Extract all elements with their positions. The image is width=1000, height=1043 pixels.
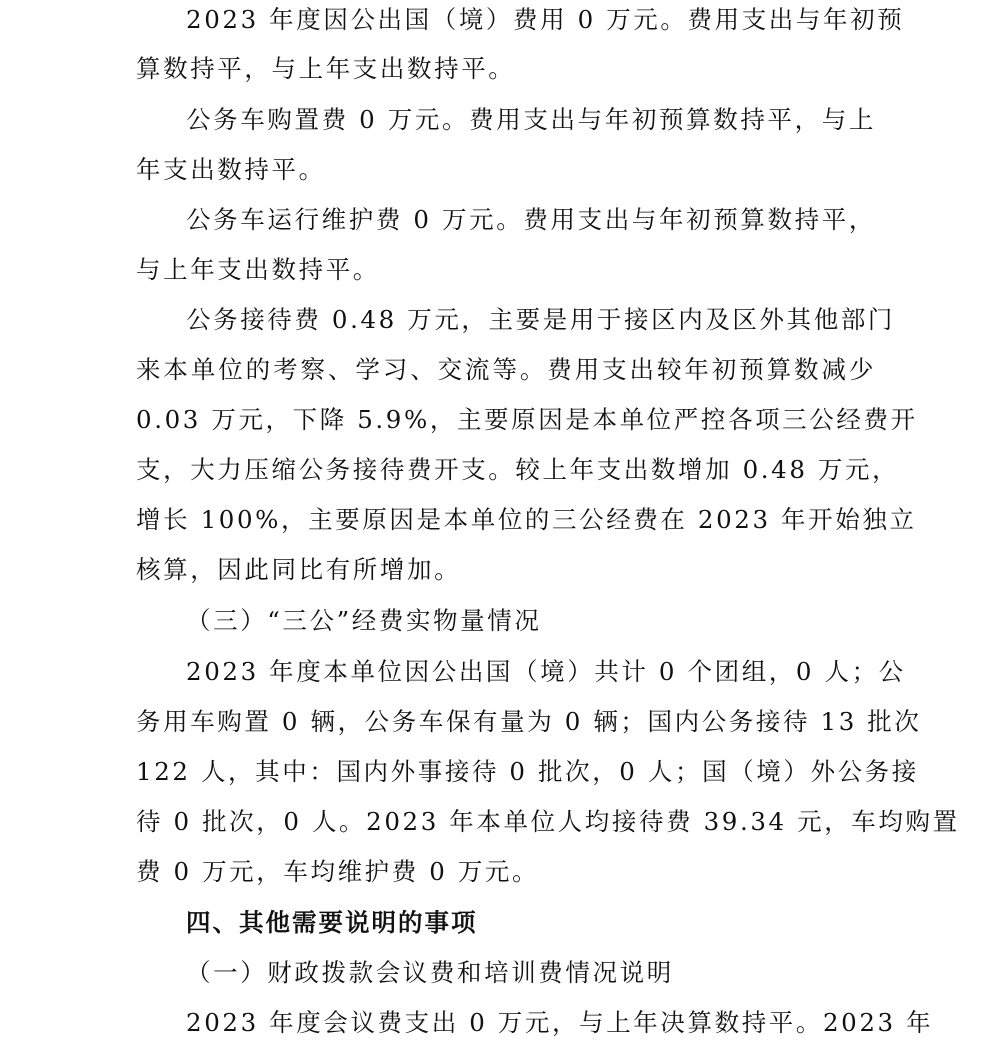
text-line: 公务接待费 0.48 万元，主要是用于接区内及区外其他部门 xyxy=(186,305,896,334)
text-line: 0.03 万元，下降 5.9%，主要原因是本单位严控各项三公经费开 xyxy=(136,405,918,434)
text-line: 与上年支出数持平。 xyxy=(136,255,380,284)
text-line: 2023 年度本单位因公出国（境）共计 0 个团组，0 人；公 xyxy=(186,657,906,686)
chapter-heading: 四、其他需要说明的事项 xyxy=(186,908,478,937)
text-line: 公务车运行维护费 0 万元。费用支出与年初预算数持平， xyxy=(186,205,876,234)
text-line: 核算，因此同比有所增加。 xyxy=(136,555,462,584)
section-heading: （一）财政拨款会议费和培训费情况说明 xyxy=(186,958,674,987)
text-line: 支，大力压缩公务接待费开支。较上年支出数增加 0.48 万元， xyxy=(136,455,900,484)
section-heading: （三）“三公”经费实物量情况 xyxy=(186,606,542,635)
text-line: 2023 年度因公出国（境）费用 0 万元。费用支出与年初预 xyxy=(186,5,905,34)
text-line: 务用车购置 0 辆，公务车保有量为 0 辆；国内公务接待 13 批次 xyxy=(136,707,922,736)
text-line: 费 0 万元，车均维护费 0 万元。 xyxy=(136,857,540,886)
text-line: 122 人，其中：国内外事接待 0 批次，0 人；国（境）外公务接 xyxy=(136,757,919,786)
text-line: 来本单位的考察、学习、交流等。费用支出较年初预算数减少 xyxy=(136,355,876,384)
text-line: 2023 年度会议费支出 0 万元，与上年决算数持平。2023 年 xyxy=(186,1008,934,1037)
text-line: 待 0 批次，0 人。2023 年本单位人均接待费 39.34 元，车均购置 xyxy=(136,807,960,836)
text-line: 年支出数持平。 xyxy=(136,155,326,184)
text-line: 增长 100%，主要原因是本单位的三公经费在 2023 年开始独立 xyxy=(136,505,917,534)
text-line: 算数持平，与上年支出数持平。 xyxy=(136,54,516,83)
text-line: 公务车购置费 0 万元。费用支出与年初预算数持平，与上 xyxy=(186,105,876,134)
